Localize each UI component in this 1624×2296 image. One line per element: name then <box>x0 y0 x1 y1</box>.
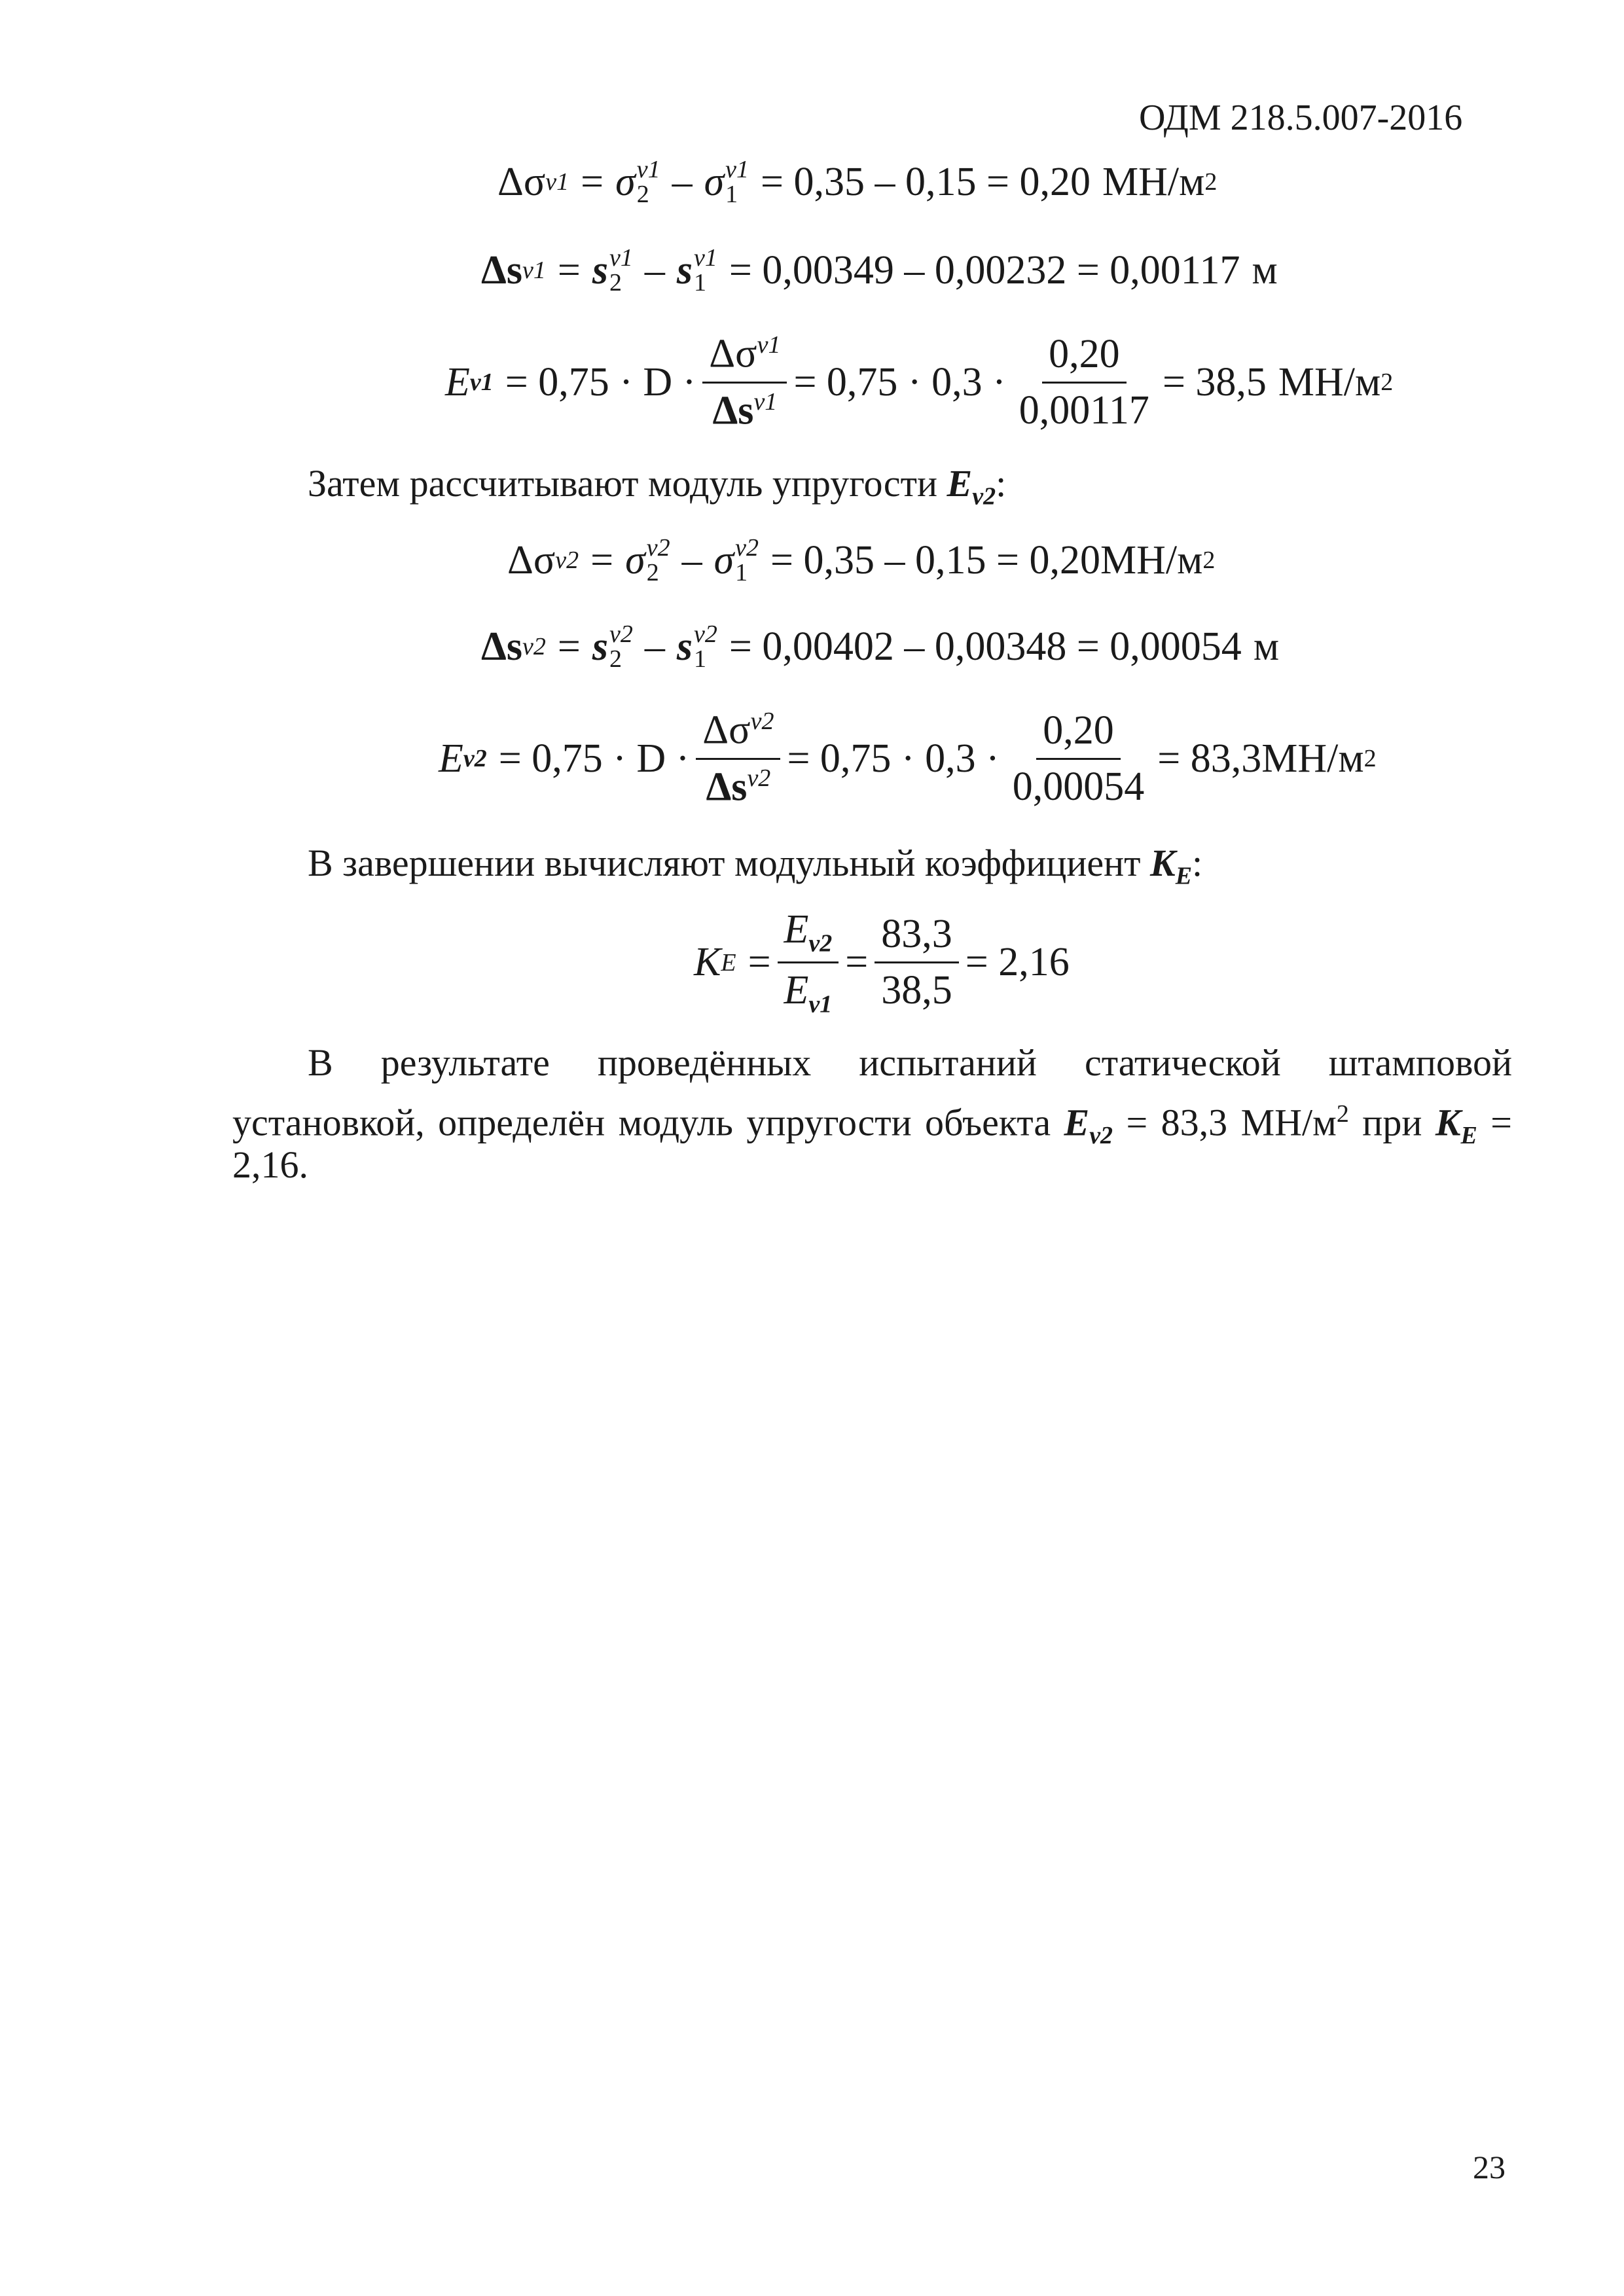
formula-dsigma-v1: Δσ v1 = σ v1 2 – σ v1 1 = 0,35 – 0,15 = 0,20 МН/м 2 <box>497 156 1218 208</box>
conclusion-line-1: В результате проведённых испытаний статической штамповой <box>308 1041 1512 1084</box>
conclusion-line-2: установкой, определён модуль упругости объекта $E_{v2} = 83,3$ $МН/м^2$ при $K_E$ = <box>232 1100 1513 1149</box>
fraction-ke-values: $\frac{83,3}{38,5}$ <box>875 911 959 1014</box>
formula-e-v1: E v1 = 0,75 · D · $\frac{\Delta\sigma^{v1}}{\Delta s^{v1}}$ = 0,75 · 0,3 · $\frac{0,20}{0,00117}$ = 38,5 МН/м 2 <box>445 331 1394 433</box>
fraction-dsigma-ds-v2: $\frac{\Delta\sigma^{v2}}{\Delta s^{v2}}$ <box>696 707 780 810</box>
formula-ds-v1: Δs v1 = s v1 2 – s v1 1 = 0,00349 – 0,00232 = 0,00117 м <box>481 244 1278 296</box>
fraction-values-v2: $\frac{0,20}{0,00054}$ <box>1012 708 1145 809</box>
fraction-values-v1: $\frac{0,20}{0,00117}$ <box>1019 331 1149 433</box>
fraction-dsigma-ds-v1: $\frac{\Delta\sigma^{v1}}{\Delta s^{v1}}$ <box>702 331 787 434</box>
fraction-ev2-ev1: $\frac{E_{v2}}{E_{v1}}$ <box>778 906 839 1019</box>
intro-modulus-v2: Затем рассчитывают модуль упругости $E_{v2}$: <box>308 462 1007 511</box>
formula-dsigma-v2: Δσ v2 = σ v2 2 – σ v2 1 = 0,35 – 0,15 = 0,20 МН/м 2 <box>507 534 1216 586</box>
formula-ds-v2: Δs v2 = s v2 2 – s v2 1 = 0,00402 – 0,00348 = 0,00054 м <box>481 620 1280 673</box>
intro-coefficient-ke: В завершении вычисляют модульный коэффициент $K_E$: <box>308 842 1203 890</box>
formula-e-v2: E v2 = 0,75 · D · $\frac{\Delta\sigma^{v2}}{\Delta s^{v2}}$ = 0,75 · 0,3 · $\frac{0,20}{0,00054}$ = 83,3 МН/м 2 <box>439 708 1377 810</box>
page-number: 23 <box>1473 2149 1506 2185</box>
document-code: ОДМ 218.5.007-2016 <box>1139 98 1463 138</box>
conclusion-line-3: 2,16. <box>232 1143 308 1186</box>
formula-ke: K E = $\frac{E_{v2}}{E_{v1}}$ = $\frac{83,3}{38,5}$ = 2,16 <box>694 907 1070 1018</box>
